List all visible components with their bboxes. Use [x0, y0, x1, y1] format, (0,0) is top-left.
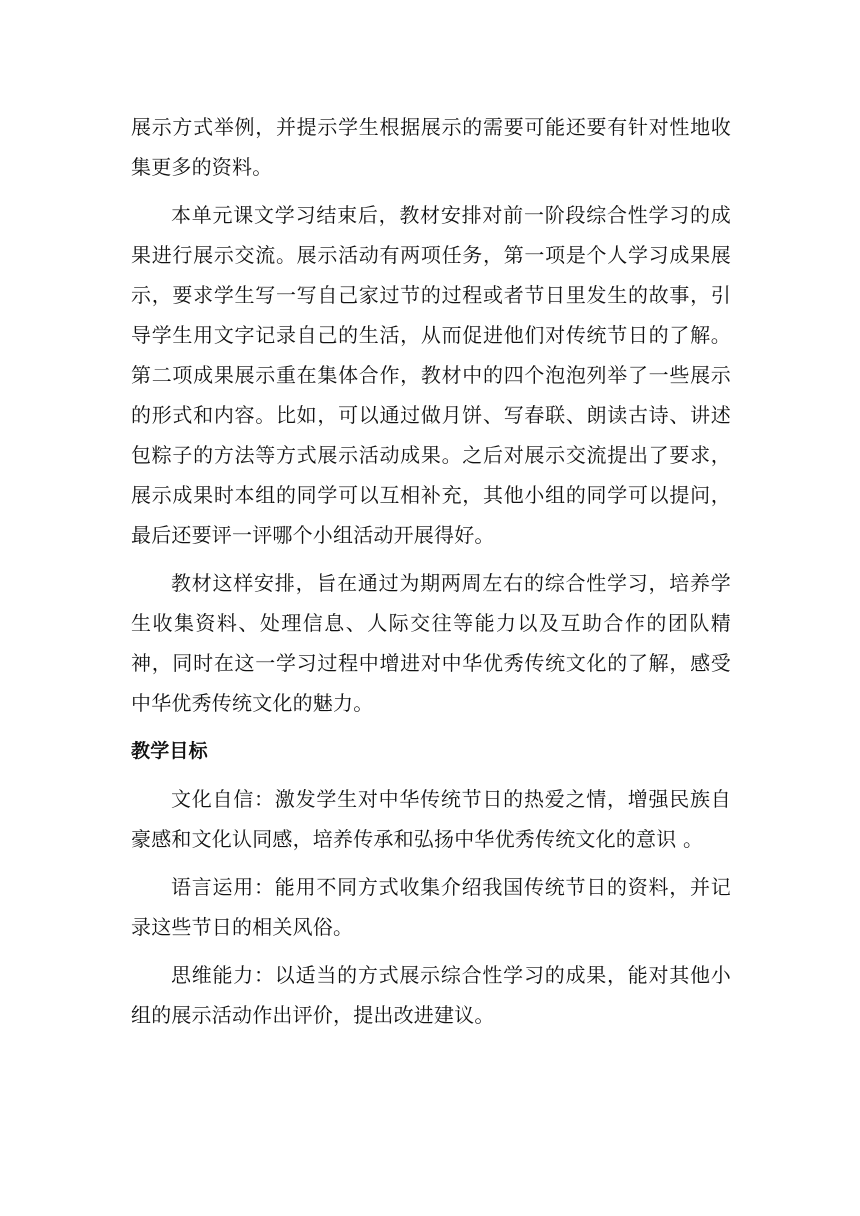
- paragraph-gap: [131, 771, 731, 779]
- paragraph-gap: [131, 947, 731, 955]
- paragraph-purpose: 教材这样安排，旨在通过为期两周左右的综合性学习，培养学生收集资料、处理信息、人际交往等能力以及互助合作的团队精神，同时在这一学习过程中增进对中华优秀传统文化的了解，感受中华优秀传统文化的魅力。: [131, 571, 731, 715]
- objective-thinking-ability: 思维能力：以适当的方式展示综合性学习的成果，能对其他小组的展示活动作出评价，提出改进建议。: [131, 963, 731, 1027]
- paragraph-gap: [131, 723, 731, 731]
- objective-language-use: 语言运用：能用不同方式收集介绍我国传统节日的资料，并记录这些节日的相关风俗。: [131, 875, 731, 939]
- paragraph-gap: [131, 187, 731, 195]
- paragraph-exhibition: 本单元课文学习结束后，教材安排对前一阶段综合性学习的成果进行展示交流。展示活动有两项任务，第一项是个人学习成果展示，要求学生写一写自己家过节的过程或者节日里发生的故事，引导学生用文字记录自己的生活，从而促进他们对传统节日的了解。第二项成果展示重在集体合作，教材中的四个泡泡列举了一些展示的形式和内容。比如，可以通过做月饼、写春联、朗读古诗、讲述包粽子的方法等方式展示活动成果。之后对展示交流提出了要求，展示成果时本组的同学可以互相补充，其他小组的同学可以提问，最后还要评一评哪个小组活动开展得好。: [131, 203, 731, 547]
- paragraph-continuation: 展示方式举例，并提示学生根据展示的需要可能还要有针对性地收集更多的资料。: [131, 115, 731, 179]
- objective-cultural-confidence: 文化自信：激发学生对中华传统节日的热爱之情，增强民族自豪感和文化认同感，培养传承和弘扬中华优秀传统文化的意识 。: [131, 787, 731, 851]
- section-heading-objectives: 教学目标: [131, 740, 208, 762]
- paragraph-gap: [131, 555, 731, 563]
- paragraph-gap: [131, 859, 731, 867]
- document-body: [131, 107, 731, 1035]
